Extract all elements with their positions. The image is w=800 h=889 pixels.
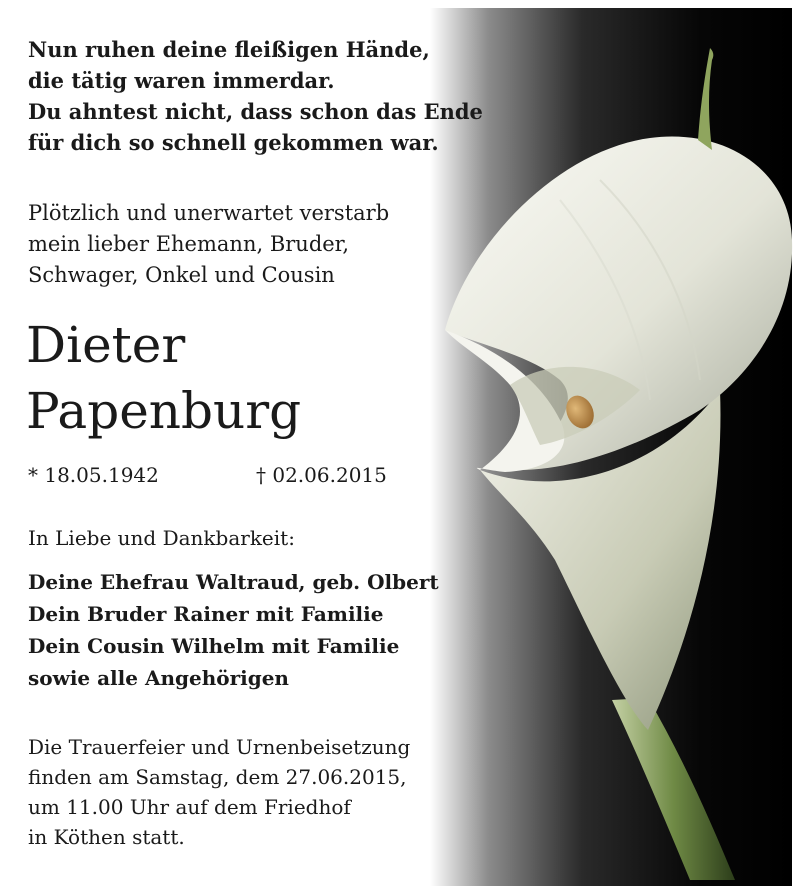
mourners-list	[28, 566, 439, 694]
life-dates	[28, 461, 428, 489]
service-line: finden am Samstag, dem 27.06.2015,	[28, 765, 407, 789]
death-date: † 02.06.2015	[256, 463, 387, 487]
thanks-line: In Liebe und Dankbarkeit:	[28, 526, 295, 550]
verse-line: die tätig waren immerdar.	[28, 68, 335, 93]
first-name: Dieter	[26, 316, 186, 374]
mourner: Dein Cousin Wilhelm mit Familie	[28, 634, 400, 658]
verse	[28, 34, 483, 158]
service-line: in Köthen statt.	[28, 825, 185, 849]
service-line: um 11.00 Uhr auf dem Friedhof	[28, 795, 351, 819]
verse-line: für dich so schnell gekommen war.	[28, 130, 439, 155]
mourner: Dein Bruder Rainer mit Familie	[28, 602, 384, 626]
verse-line: Nun ruhen deine fleißigen Hände,	[28, 37, 430, 62]
announcement	[28, 198, 389, 291]
verse-line: Du ahntest nicht, dass schon das Ende	[28, 99, 483, 124]
last-name: Papenburg	[26, 382, 302, 440]
mourner: sowie alle Angehörigen	[28, 666, 289, 690]
announcement-line: Plötzlich und unerwartet verstarb	[28, 201, 390, 225]
deceased-name	[26, 312, 301, 444]
announcement-line: mein lieber Ehemann, Bruder,	[28, 232, 350, 256]
service-line: Die Trauerfeier und Urnenbeisetzung	[28, 735, 411, 759]
mourner: Deine Ehefrau Waltraud, geb. Olbert	[28, 570, 439, 594]
funeral-service-info	[28, 732, 410, 852]
announcement-line: Schwager, Onkel und Cousin	[28, 263, 335, 287]
birth-date: * 18.05.1942	[28, 463, 159, 487]
